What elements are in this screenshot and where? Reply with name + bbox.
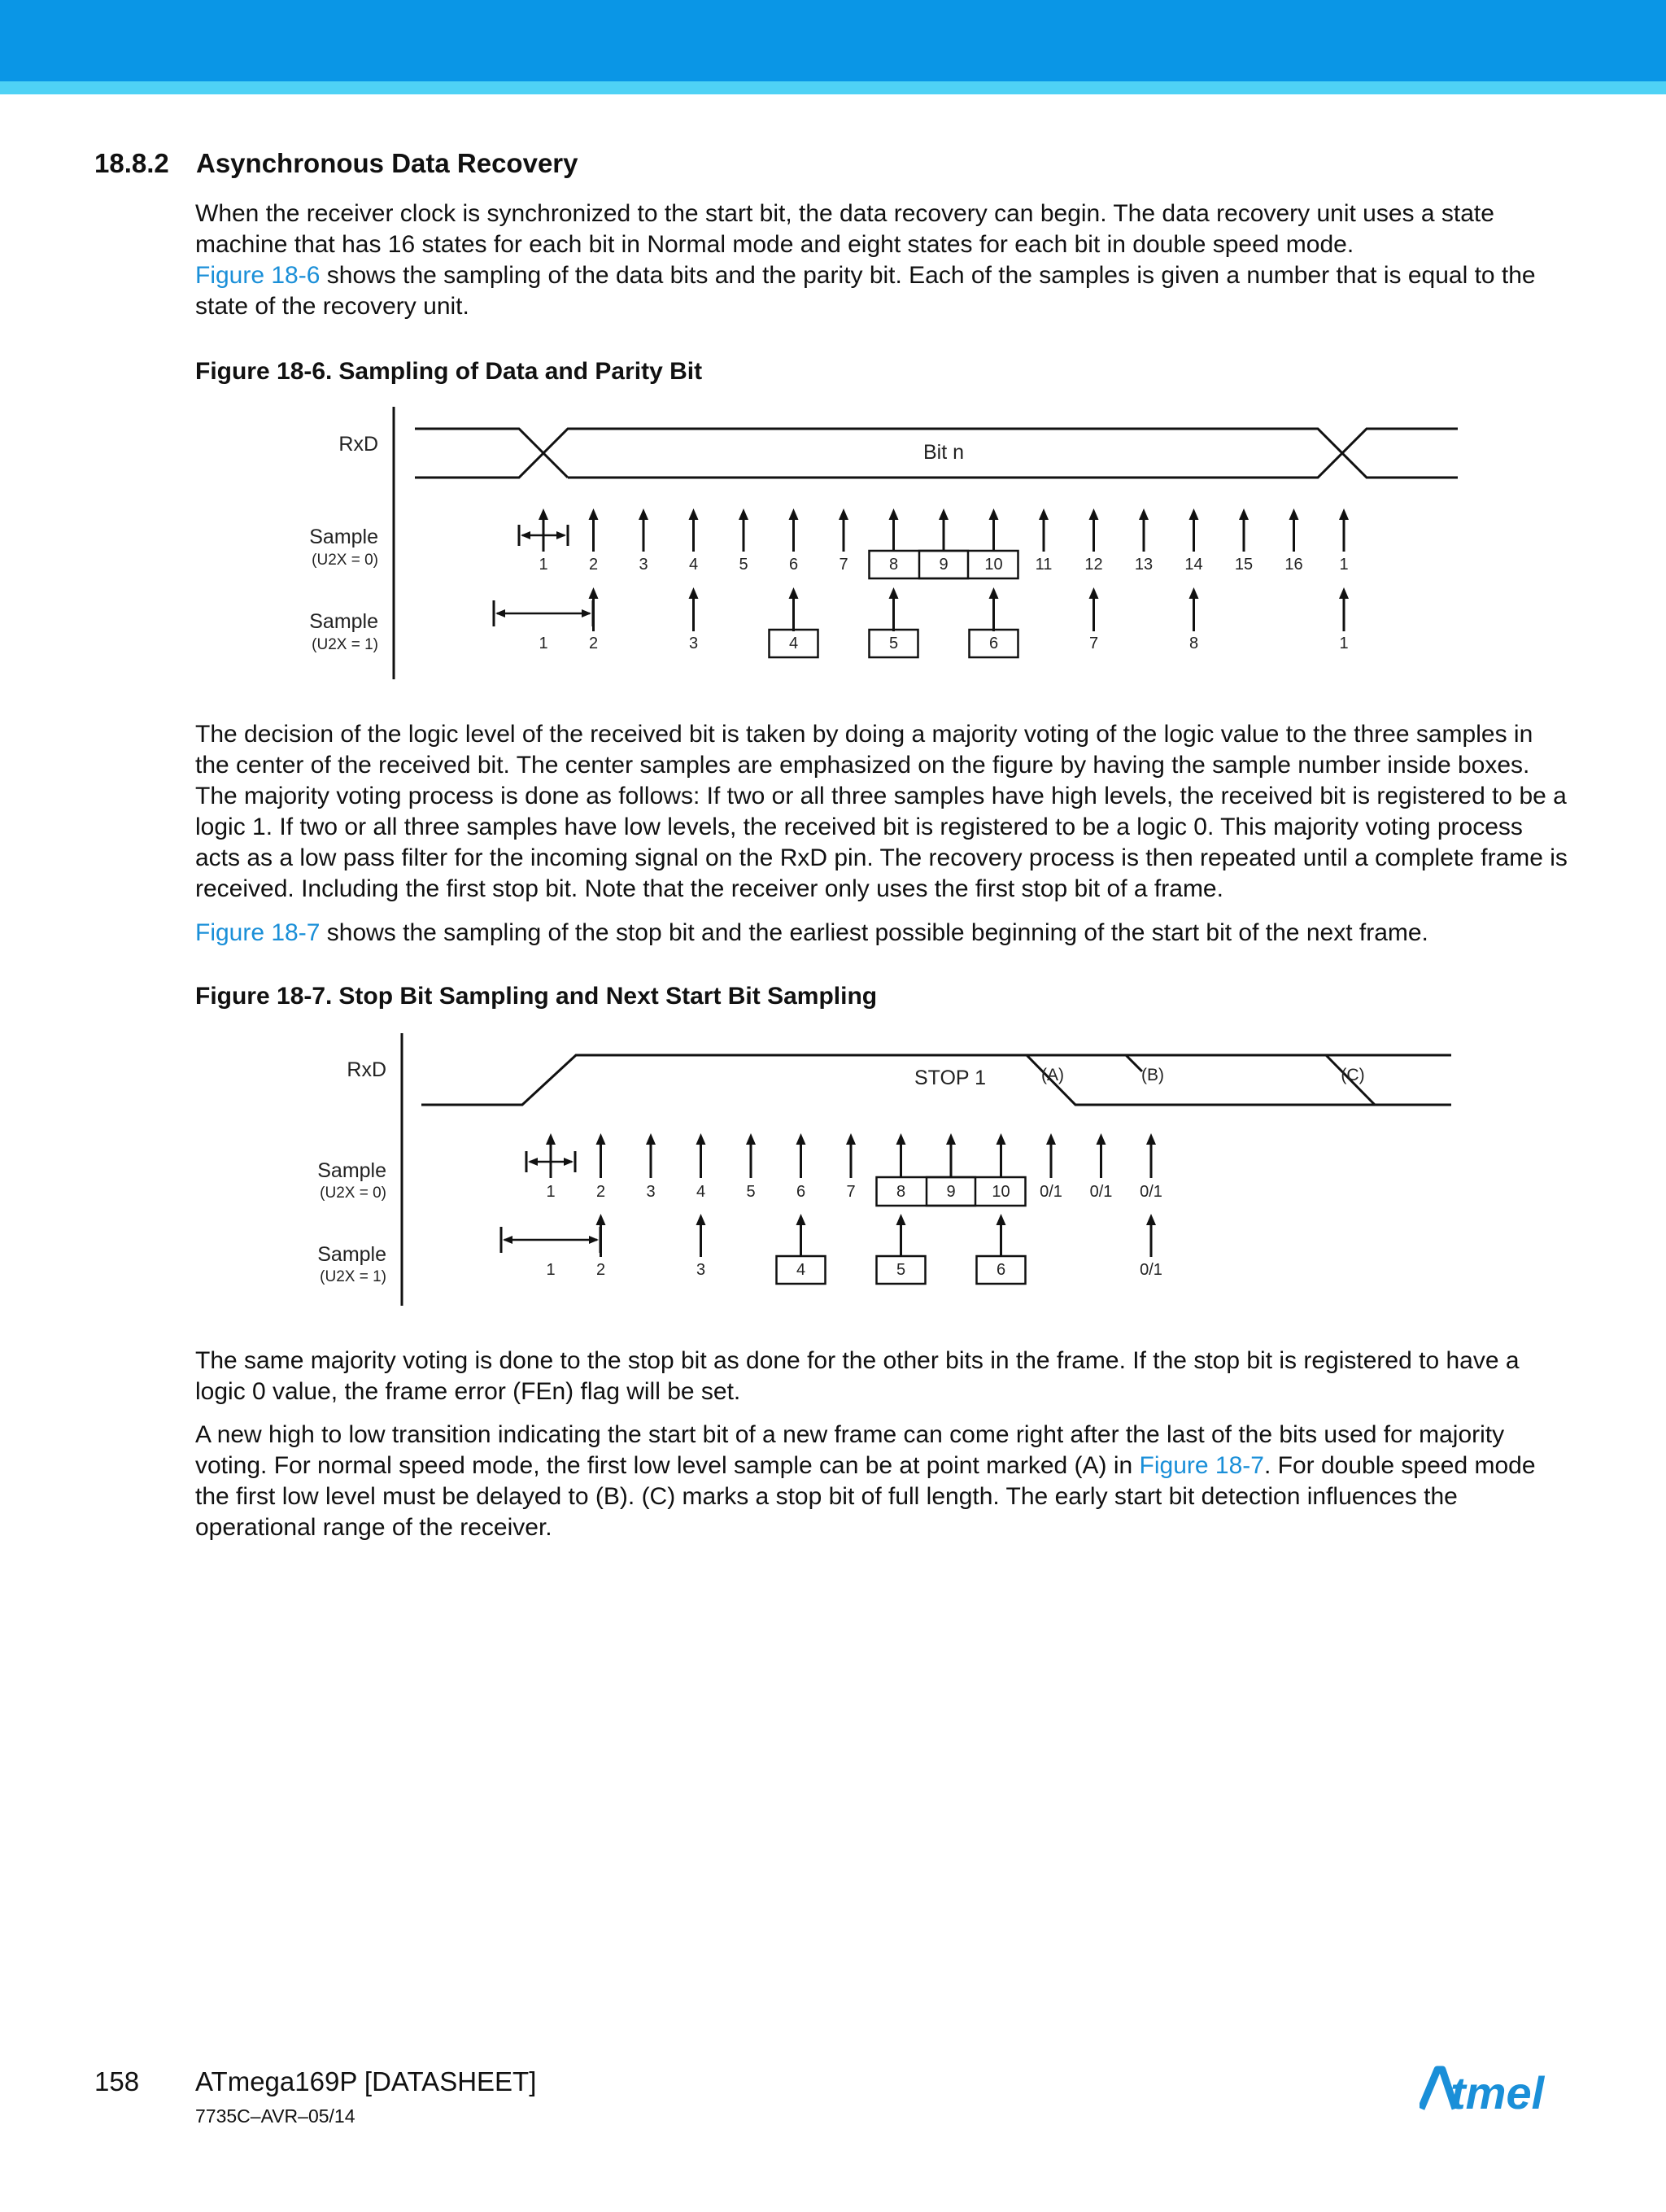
sample-number: 6 — [988, 635, 999, 652]
sample-number: 11 — [1035, 556, 1053, 574]
sample-arrowhead — [1089, 508, 1099, 520]
sample-number: 3 — [646, 1183, 656, 1201]
sample-number: 2 — [595, 1183, 606, 1201]
u2x1-sample-row — [501, 1214, 1162, 1284]
document-title: ATmega169P [DATASHEET] — [195, 2066, 537, 2096]
figure-18-7-caption — [195, 983, 877, 1010]
figure-18-7-link[interactable]: Figure 18-7 — [1139, 1452, 1264, 1479]
interval-bracket-arrow — [503, 1236, 512, 1244]
sample-label-u2x0: Sample — [309, 526, 378, 548]
sample-label-u2x1: Sample — [309, 610, 378, 633]
sample-number: 4 — [796, 1261, 806, 1279]
marker-b-tick — [1126, 1055, 1142, 1071]
sample-arrowhead — [1097, 1133, 1106, 1145]
sample-arrowhead — [639, 508, 648, 520]
sample-number: 8 — [888, 556, 899, 574]
rxd-label: RxD — [347, 1058, 386, 1081]
sample-arrowhead — [939, 508, 949, 520]
sample-number: 5 — [888, 635, 899, 652]
sample-arrowhead — [589, 587, 599, 599]
sample-arrowhead — [1189, 587, 1199, 599]
interval-bracket-arrow — [564, 1158, 574, 1166]
sample-arrowhead — [689, 508, 699, 520]
sample-arrowhead — [539, 508, 548, 520]
sample-number: 5 — [746, 1183, 756, 1201]
sample-number: 2 — [595, 1261, 606, 1279]
sample-arrowhead — [1146, 1214, 1156, 1225]
sample-number: 3 — [639, 556, 648, 574]
sample-arrowhead — [839, 508, 848, 520]
u2x0-label: (U2X = 0) — [312, 552, 378, 569]
sample-number: 4 — [696, 1183, 706, 1201]
sample-number: 14 — [1184, 556, 1203, 574]
document-code: 7735C–AVR–05/14 — [195, 2105, 355, 2127]
sample-arrowhead — [696, 1214, 706, 1225]
u2x0-sample-row — [519, 508, 1349, 578]
paragraph-figure-18-7-ref — [195, 918, 1570, 949]
figure-number: Figure 18-7. — [195, 983, 333, 1010]
sample-arrowhead — [1339, 508, 1349, 520]
sample-number: 1 — [1339, 556, 1349, 574]
sample-number: 4 — [688, 556, 699, 574]
sample-arrowhead — [546, 1133, 556, 1145]
sample-arrowhead — [1289, 508, 1299, 520]
bit-n-label: Bit n — [922, 441, 965, 464]
sample-number: 7 — [846, 1183, 856, 1201]
sample-arrowhead — [1239, 508, 1249, 520]
sample-number: 6 — [996, 1261, 1006, 1279]
figure-18-6-caption — [195, 358, 702, 386]
figure-18-7-diagram — [0, 1025, 1666, 1318]
section-heading — [94, 148, 578, 179]
sample-number: 5 — [896, 1261, 906, 1279]
sample-number: 7 — [1088, 635, 1099, 652]
sample-number: 4 — [788, 635, 799, 652]
sample-number: 8 — [1188, 635, 1199, 652]
sample-arrowhead — [889, 587, 899, 599]
page-number: 158 — [94, 2066, 140, 2096]
interval-bracket-arrow — [528, 1158, 538, 1166]
atmel-logo — [1420, 2058, 1574, 2115]
u2x1-label: (U2X = 1) — [320, 1268, 386, 1285]
sample-label-u2x1: Sample — [317, 1243, 386, 1266]
sample-arrowhead — [946, 1133, 956, 1145]
figure-18-7-ref-text: shows the sampling of the stop bit and the earliest possible beginning of the start bit of the next frame. — [320, 919, 1428, 946]
sample-arrowhead — [896, 1133, 906, 1145]
sample-number: 16 — [1284, 556, 1303, 574]
interval-bracket-arrow — [495, 609, 505, 617]
point-c-label: (C) — [1341, 1066, 1365, 1084]
sample-arrowhead — [596, 1214, 606, 1225]
sample-number: 3 — [696, 1261, 706, 1279]
sample-arrowhead — [989, 587, 999, 599]
sample-number: 6 — [788, 556, 799, 574]
sample-number: 9 — [939, 556, 949, 574]
rxd-label: RxD — [338, 433, 378, 456]
sample-number: 1 — [1339, 635, 1349, 652]
sample-number: 12 — [1084, 556, 1103, 574]
sample-number: 1 — [546, 1261, 556, 1279]
paragraph-intro — [195, 199, 1570, 322]
paragraph-start-bit — [195, 1420, 1570, 1543]
interval-bracket-arrow — [589, 1236, 599, 1244]
sample-number: 5 — [739, 556, 748, 574]
u2x1-label: (U2X = 1) — [312, 636, 378, 653]
sample-number: 15 — [1234, 556, 1254, 574]
sample-arrowhead — [689, 587, 699, 599]
u2x0-sample-row — [526, 1133, 1162, 1206]
start-bit-text-rest: . For double speed mode the first low level must be delayed to (B). (C) marks a stop bit of full length. The early start bit detection influences the operational range of the receiver. — [195, 1452, 1536, 1541]
header-band — [0, 0, 1666, 81]
sample-arrowhead — [1339, 587, 1349, 599]
sample-arrowhead — [646, 1133, 656, 1145]
sample-number: 0/1 — [1140, 1261, 1162, 1279]
sample-arrowhead — [846, 1133, 856, 1145]
paragraph-majority-voting: The decision of the logic level of the received bit is taken by doing a majority voting of the logic value to the three samples in the center of the received bit. The center samples are emphasized on the figure by having the sample number inside boxes. The majority voting process is done as follows: If two or all three samples have high levels, the received bit is registered to be a logic 1. If two or all three samples have low levels, the received bit is registered to be a logic 0. This majority voting process acts as a low pass filter for the incoming signal on the RxD pin. The recovery process is then repeated until a complete frame is received. Including the first stop bit. Note that the receiver only uses the first stop bit of a frame. — [195, 721, 1568, 902]
sample-number: 6 — [796, 1183, 806, 1201]
interval-bracket-arrow — [582, 609, 591, 617]
sample-number: 8 — [896, 1183, 906, 1201]
paragraph-stop-bit: The same majority voting is done to the stop bit as done for the other bits in the frame. If the stop bit is registered to have a logic 0 value, the frame error (FEn) flag will be set. — [195, 1347, 1520, 1405]
figure-title: Sampling of Data and Parity Bit — [338, 358, 703, 385]
intro-text: When the receiver clock is synchronized to the start bit, the data recovery can begin. The data recovery unit uses a state machine that has 16 states for each bit in Normal mode and eight states for each bit in double speed mode. — [195, 200, 1494, 258]
sample-number: 0/1 — [1140, 1183, 1162, 1201]
sample-arrowhead — [739, 508, 748, 520]
sample-arrowhead — [997, 1214, 1006, 1225]
sample-number: 10 — [984, 556, 1003, 574]
atmel-logo-text: tmel — [1450, 2067, 1545, 2115]
sample-arrowhead — [1039, 508, 1049, 520]
u2x1-sample-row — [494, 587, 1349, 657]
sample-arrowhead — [1089, 587, 1099, 599]
sample-arrowhead — [1189, 508, 1199, 520]
section-number: 18.8.2 — [94, 148, 169, 178]
sample-arrowhead — [789, 508, 799, 520]
sample-arrowhead — [796, 1133, 806, 1145]
sample-number: 1 — [539, 635, 548, 652]
sample-arrowhead — [1046, 1133, 1056, 1145]
sample-arrowhead — [1139, 508, 1149, 520]
sample-arrowhead — [796, 1214, 806, 1225]
sample-label-u2x0: Sample — [317, 1159, 386, 1182]
stop-1-label: STOP 1 — [914, 1067, 987, 1089]
sample-arrowhead — [997, 1133, 1006, 1145]
sample-number: 13 — [1134, 556, 1154, 574]
sample-number: 7 — [839, 556, 848, 574]
sample-number: 2 — [588, 556, 599, 574]
figure-title: Stop Bit Sampling and Next Start Bit Sampling — [338, 983, 878, 1010]
section-title: Asynchronous Data Recovery — [196, 148, 578, 178]
sample-arrowhead — [589, 508, 599, 520]
u2x0-label: (U2X = 0) — [320, 1185, 386, 1202]
sample-number: 0/1 — [1089, 1183, 1113, 1201]
intro-text-rest: shows the sampling of the data bits and the parity bit. Each of the samples is given a number that is equal to the state of the recovery unit. — [195, 262, 1536, 320]
header-stripe — [0, 81, 1666, 94]
sample-number: 1 — [539, 556, 548, 574]
figure-18-6-link[interactable]: Figure 18-6 — [195, 262, 321, 289]
sample-arrowhead — [789, 587, 799, 599]
sample-arrowhead — [696, 1133, 706, 1145]
sample-number: 2 — [588, 635, 599, 652]
sample-arrowhead — [596, 1133, 606, 1145]
point-b-label: (B) — [1141, 1066, 1164, 1084]
point-a-label: (A) — [1041, 1066, 1064, 1084]
interval-bracket-arrow — [521, 531, 530, 539]
sample-number: 9 — [946, 1183, 956, 1201]
sample-arrowhead — [1146, 1133, 1156, 1145]
start-bit-text: A new high to low transition indicating the start bit of a new frame can come right after the last of the bits used for majority voting. For normal speed mode, the first low level sample can be at point marked (A) in — [195, 1421, 1505, 1479]
figure-number: Figure 18-6. — [195, 358, 333, 385]
interval-bracket-arrow — [556, 531, 566, 539]
sample-arrowhead — [989, 508, 999, 520]
sample-number: 1 — [546, 1183, 556, 1201]
sample-arrowhead — [889, 508, 899, 520]
sample-arrowhead — [896, 1214, 906, 1225]
rxd-stop-edge — [1027, 1055, 1451, 1105]
figure-18-6-diagram — [0, 399, 1666, 692]
sample-number: 0/1 — [1040, 1183, 1062, 1201]
figure-18-7-link[interactable]: Figure 18-7 — [195, 919, 321, 946]
sample-arrowhead — [746, 1133, 756, 1145]
sample-number: 3 — [688, 635, 699, 652]
sample-number: 10 — [992, 1183, 1010, 1201]
